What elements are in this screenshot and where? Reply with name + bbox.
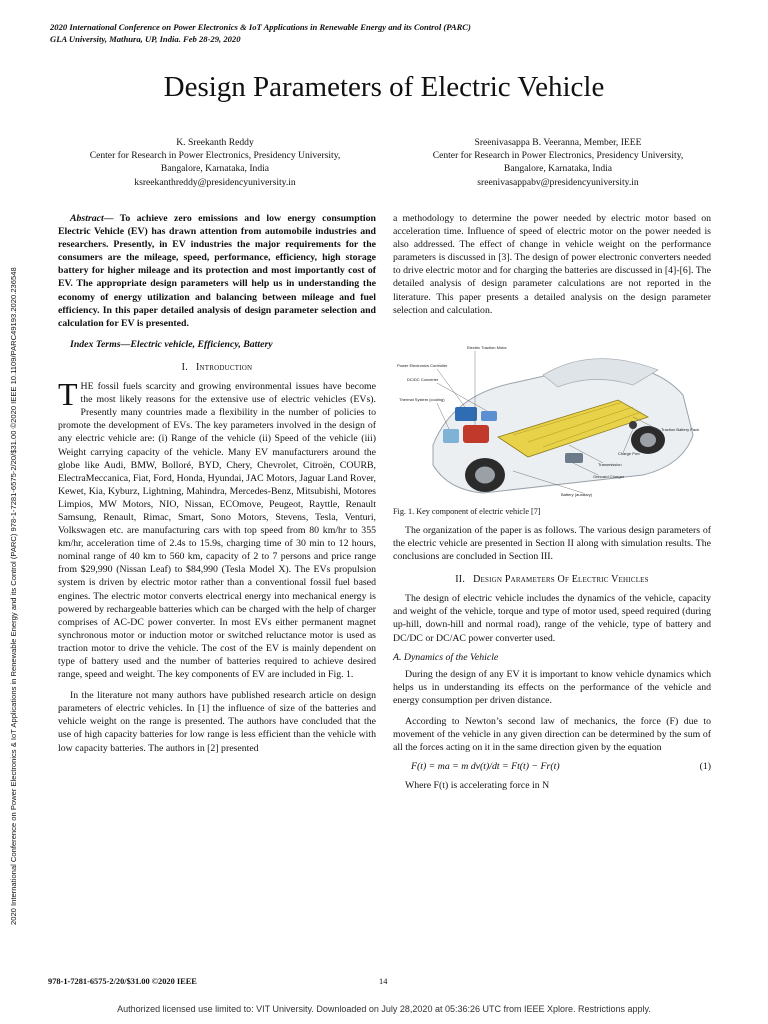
right-column <box>393 212 711 792</box>
footer-isbn: 978-1-7281-6575-2/20/$31.00 ©2020 IEEE <box>48 977 197 986</box>
conference-line-2: GLA University, Mathura, UP, India. Feb 28-29, 2020 <box>50 34 241 44</box>
electric-traction-motor <box>463 425 489 443</box>
equation-number: (1) <box>699 761 711 773</box>
label-electric-traction-motor: Electric Traction Motor <box>467 344 507 350</box>
section-title: Introduction <box>196 361 253 373</box>
where-paragraph: Where F(t) is accelerating force in N <box>405 780 550 792</box>
label-thermal-system: Thermal System (cooling) <box>399 396 445 402</box>
dc-dc-converter <box>481 411 497 421</box>
power-electronics-controller <box>455 407 477 421</box>
author-location: Bangalore, Karnataka, India <box>503 163 613 175</box>
literature-paragraph: a methodology to determine the power needed by electric motor based on acceleration time. Influence of speed of electric motor on the power needed is also addressed. The effect of change in vehicle weight on the performance parameters is discussed in [3]. The design of power electronic converters needed to drive electric motor and for charging the batteries are discussed in [4]-[6]. The detailed analysis of design parameter calculations are not reported in the literature. This paper presents a detailed analysis on the design parameter selection and calculation. <box>393 213 711 316</box>
left-column <box>58 212 376 755</box>
organization-paragraph: The organization of the paper is as follows. The various design parameters of the electric vehicle are presented in Section II along with simulation results. The conclusions are concluded in Section III. <box>393 524 711 563</box>
author-affiliation: Center for Research in Power Electronics, Presidency University, <box>89 150 341 162</box>
design-paragraph: The design of electric vehicle includes the dynamics of the vehicle, capacity and weight of the vehicle, torque and type of motor used, speed required (during up-hill, down-hill and normal road), range of the vehicle, type of battery and DC/DC or DC/AC power converter used. <box>393 593 711 644</box>
abstract-text: To achieve zero emissions and low energy consumption Electric Vehicle (EV) has drawn attention from automobile industries and researchers. Presently, in EV industries the major requirements for the consumers are the mileage, speed, performance, efficiency, high storage battery for higher mileage and its protection and most importantly cost of EV. The appropriate design parameters will help us in understanding the economy of energy utilization and balancing between mileage and fuel efficiency. In this paper detailed analysis of design parameter selection and calculation for EV is presented. <box>58 213 376 329</box>
author-location: Bangalore, Karnataka, India <box>160 163 270 175</box>
label-charge-port: Charge Port <box>618 450 640 456</box>
author-block-2 <box>388 136 728 189</box>
intro-text: HE fossil fuels scarcity and growing environmental issues have become the most likely reasons for the extensive use of electric vehicles (EVs). Presently many countries made a flexibility in the number of policies to promote the development of EVs. The key parameters involved in the design of any electric vehicle are: (i) Range of the vehicle (ii) Speed of the vehicle (iii) Weight carrying capacity of the vehicle. Many EV manufacturers around the globe like Audi, BMW, Bolloré, BYD, Chery, Chevrolet, Citroën, COURB, ElectraMeccanica, Fiat, Ford, Honda, Hyundai, JAC Motors, Jaguar Land Rover, Kewet, Kia, Kyburz, Lightning, Mahindra, Mercedes-Benz, Mitsubishi, Motores Limpios, MW Motors, NIO, Nissan, ECOmove, Peugeot, Rayttle, Renault Samsung, Renault, Rimac, Smart, Sono Motors, Stevens, Tesla, Venturi, Volkswagen etc. are manufacturing cars with top speed from 80 km/hr to 355 km/hr, acceleration time of 2.4s to 15.9s, charging time of 30 min to 12 hours, nominal range of 40 km to 560 km, capacity of 2 to 7 persons and price range from $29,990 (Nissan Leaf) to $84,990 (Tesla Model X). The EVs propulsion system is driven by electric motor rather than a conventional fossil fuel based engines. The electric motor converts electrical energy into mechanical energy is powered by rechargeable batteries which can be charged with the help of charger comprises of AC-DC power converter. In most EVs either permanent magnet synchronous motor or induction motor or switched reluctance motor is used as traction motor to drive the vehicle. The cost of the EV is mainly dependent on type of battery used and the number of batteries required to achieve desired range, speed and weight. The key components of EV are included in Fig. 1. <box>58 381 376 681</box>
abstract <box>58 212 376 330</box>
conference-header <box>50 21 471 45</box>
author-name: Sreenivasappa B. Veeranna, Member, IEEE <box>474 137 642 148</box>
section-title: Design Parameters Of Electric Vehicles <box>473 574 649 586</box>
page-number: 14 <box>379 977 388 986</box>
front-wheel-rim <box>475 466 495 483</box>
label-onboard-charger: Onboard Charger <box>593 473 625 479</box>
ev-cutaway-illustration <box>393 325 711 501</box>
subsection-heading-a: A. Dynamics of the Vehicle <box>393 651 499 663</box>
conference-line-1: 2020 International Conference on Power Electronics & IoT Applications in Renewable Energy and its Control (PARC) <box>50 22 471 32</box>
drop-cap: T <box>58 376 78 413</box>
intro-paragraph-1 <box>58 376 376 681</box>
side-margin-note: 2020 International Conference on Power Electronics & IoT Applications in Renewable Energy and its Control (PARC) 978-1-7281-6575-2/20/$31.00 ©2020 IEEE 10.1109/PARC49193.2020.236548 <box>9 267 18 925</box>
label-power-electronics-controller: Power Electronics Controller <box>397 362 448 368</box>
author-email: ksreekanthreddy@presidencyuniversity.in <box>134 176 296 188</box>
author-block-1 <box>45 136 385 189</box>
equation-1 <box>393 760 711 773</box>
rear-wheel-rim <box>640 433 656 447</box>
label-traction-battery-pack: Traction Battery Pack <box>661 426 700 432</box>
figure-ev-components <box>393 325 711 501</box>
author-affiliation: Center for Research in Power Electronics, Presidency University, <box>432 150 684 162</box>
section-number: II. <box>455 574 466 586</box>
abstract-lead: Abstract— <box>70 213 114 224</box>
section-number: I. <box>181 361 188 373</box>
charge-port <box>629 421 637 429</box>
intro-paragraph-2: In the literature not many authors have published research article on design parameters of electric vehicles. In [1] the influence of size of the batteries and vehicle weight on the range is presented. The authors have concluded that the use of high capacity batteries for low range is less efficient than the vehicle with low capacity batteries. The authors in [2] presented <box>58 690 376 754</box>
dynamics-paragraph: During the design of any EV it is important to know vehicle dynamics which helps us in understanding its effects on the performance of the vehicle and energy consumption per driven distance. <box>393 668 711 706</box>
author-name: K. Sreekanth Reddy <box>176 137 254 148</box>
label-auxiliary-battery: Battery (auxiliary) <box>561 491 593 497</box>
newton-paragraph: According to Newton’s second law of mechanics, the force (F) due to movement of the vehicle in any given direction can be determined by the sum of all the forces acting on it in the same direction given by the equation <box>393 715 711 754</box>
thermal-system <box>443 429 459 443</box>
label-transmission: Transmission <box>598 461 622 467</box>
index-terms: Index Terms—Electric vehicle, Efficiency, Battery <box>70 338 273 350</box>
license-footer: Authorized licensed use limited to: VIT University. Downloaded on July 28,2020 at 05:36:26 UTC from IEEE Xplore. Restrictions apply. <box>117 1004 651 1014</box>
section-heading-1 <box>58 361 376 374</box>
label-dc-dc-converter: DC/DC Converter <box>407 376 439 382</box>
section-heading-2 <box>393 573 711 586</box>
paper-title: Design Parameters of Electric Vehicle <box>163 71 605 103</box>
onboard-charger <box>565 453 583 463</box>
author-email: sreenivasappabv@presidencyuniversity.in <box>477 176 639 188</box>
figure-caption: Fig. 1. Key component of electric vehicle [7] <box>393 506 541 516</box>
equation-text: F(t) = ma = m dv(t)/dt = Ft(t) − Fr(t) <box>411 761 560 773</box>
